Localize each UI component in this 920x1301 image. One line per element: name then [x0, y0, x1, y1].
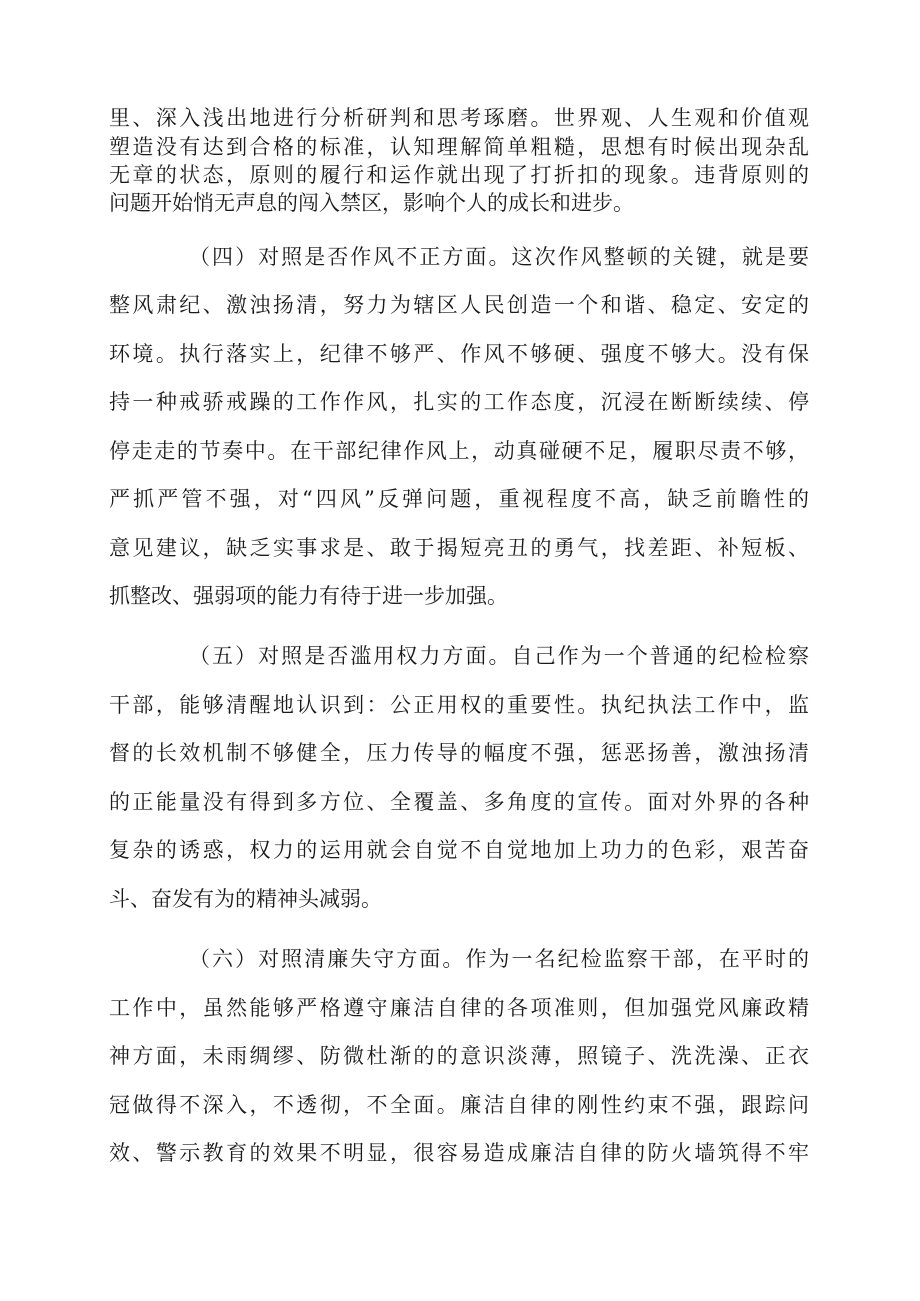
text-line: 斗、奋发有为的精神头减弱。 [109, 887, 382, 911]
text-line: 的正能量没有得到多方位、全覆盖、多角度的宣传。面对外界的各种 [109, 790, 809, 814]
text-line: （六）对照清廉失守方面。作为一名纪检监察干部，在平时的 [189, 947, 809, 971]
text-line: 整风肃纪、激浊扬清，努力为辖区人民创造一个和谐、稳定、安定的 [109, 293, 809, 317]
text-line: 环境。执行落实上，纪律不够严、作风不够硬、强度不够大。没有保 [109, 342, 809, 366]
text-line: 神方面，未雨绸缪、防微杜渐的的意识淡薄，照镜子、洗洗澡、正衣 [109, 1044, 809, 1068]
text-line: 复杂的诱惑，权力的运用就会自觉不自觉地加上功力的色彩，艰苦奋 [109, 838, 809, 862]
text-line: 无章的状态，原则的履行和运作就出现了打折扣的现象。违背原则的 [109, 163, 809, 187]
text-line: 冠做得不深入，不透彻，不全面。廉洁自律的刚性约束不强，跟踪问 [109, 1093, 809, 1117]
text-line: 持一种戒骄戒躁的工作作风，扎实的工作态度，沉浸在断断续续、停 [109, 390, 809, 414]
text-line: 干部，能够清醒地认识到：公正用权的重要性。执纪执法工作中，监 [109, 693, 809, 717]
text-line: （四）对照是否作风不正方面。这次作风整顿的关键，就是要 [189, 245, 809, 269]
text-line: 督的长效机制不够健全，压力传导的幅度不强，惩恶扬善，激浊扬清 [109, 741, 809, 765]
text-line: 抓整改、强弱项的能力有待于进一步加强。 [109, 584, 508, 608]
text-line: 停走走的节奏中。在干部纪律作风上，动真碰硬不足，履职尽责不够， [109, 439, 809, 463]
text-line: 效、警示教育的效果不明显，很容易造成廉洁自律的防火墙筑得不牢 [109, 1141, 809, 1165]
text-line: 里、深入浅出地进行分析研判和思考琢磨。世界观、人生观和价值观 [109, 106, 809, 130]
text-line: 意见建议，缺乏实事求是、敢于揭短亮丑的勇气，找差距、补短板、 [109, 536, 809, 560]
text-line: （五）对照是否滥用权力方面。自己作为一个普通的纪检检察 [189, 644, 809, 668]
text-line: 问题开始悄无声息的闯入禁区，影响个人的成长和进步。 [109, 191, 634, 215]
text-line: 塑造没有达到合格的标准，认知理解简单粗糙，思想有时候出现杂乱 [109, 135, 809, 159]
text-line: 工作中，虽然能够严格遵守廉洁自律的各项准则，但加强党风廉政精 [109, 996, 809, 1020]
text-line: 严抓严管不强，对“四风”反弹问题，重视程度不高，缺乏前瞻性的 [109, 487, 809, 511]
